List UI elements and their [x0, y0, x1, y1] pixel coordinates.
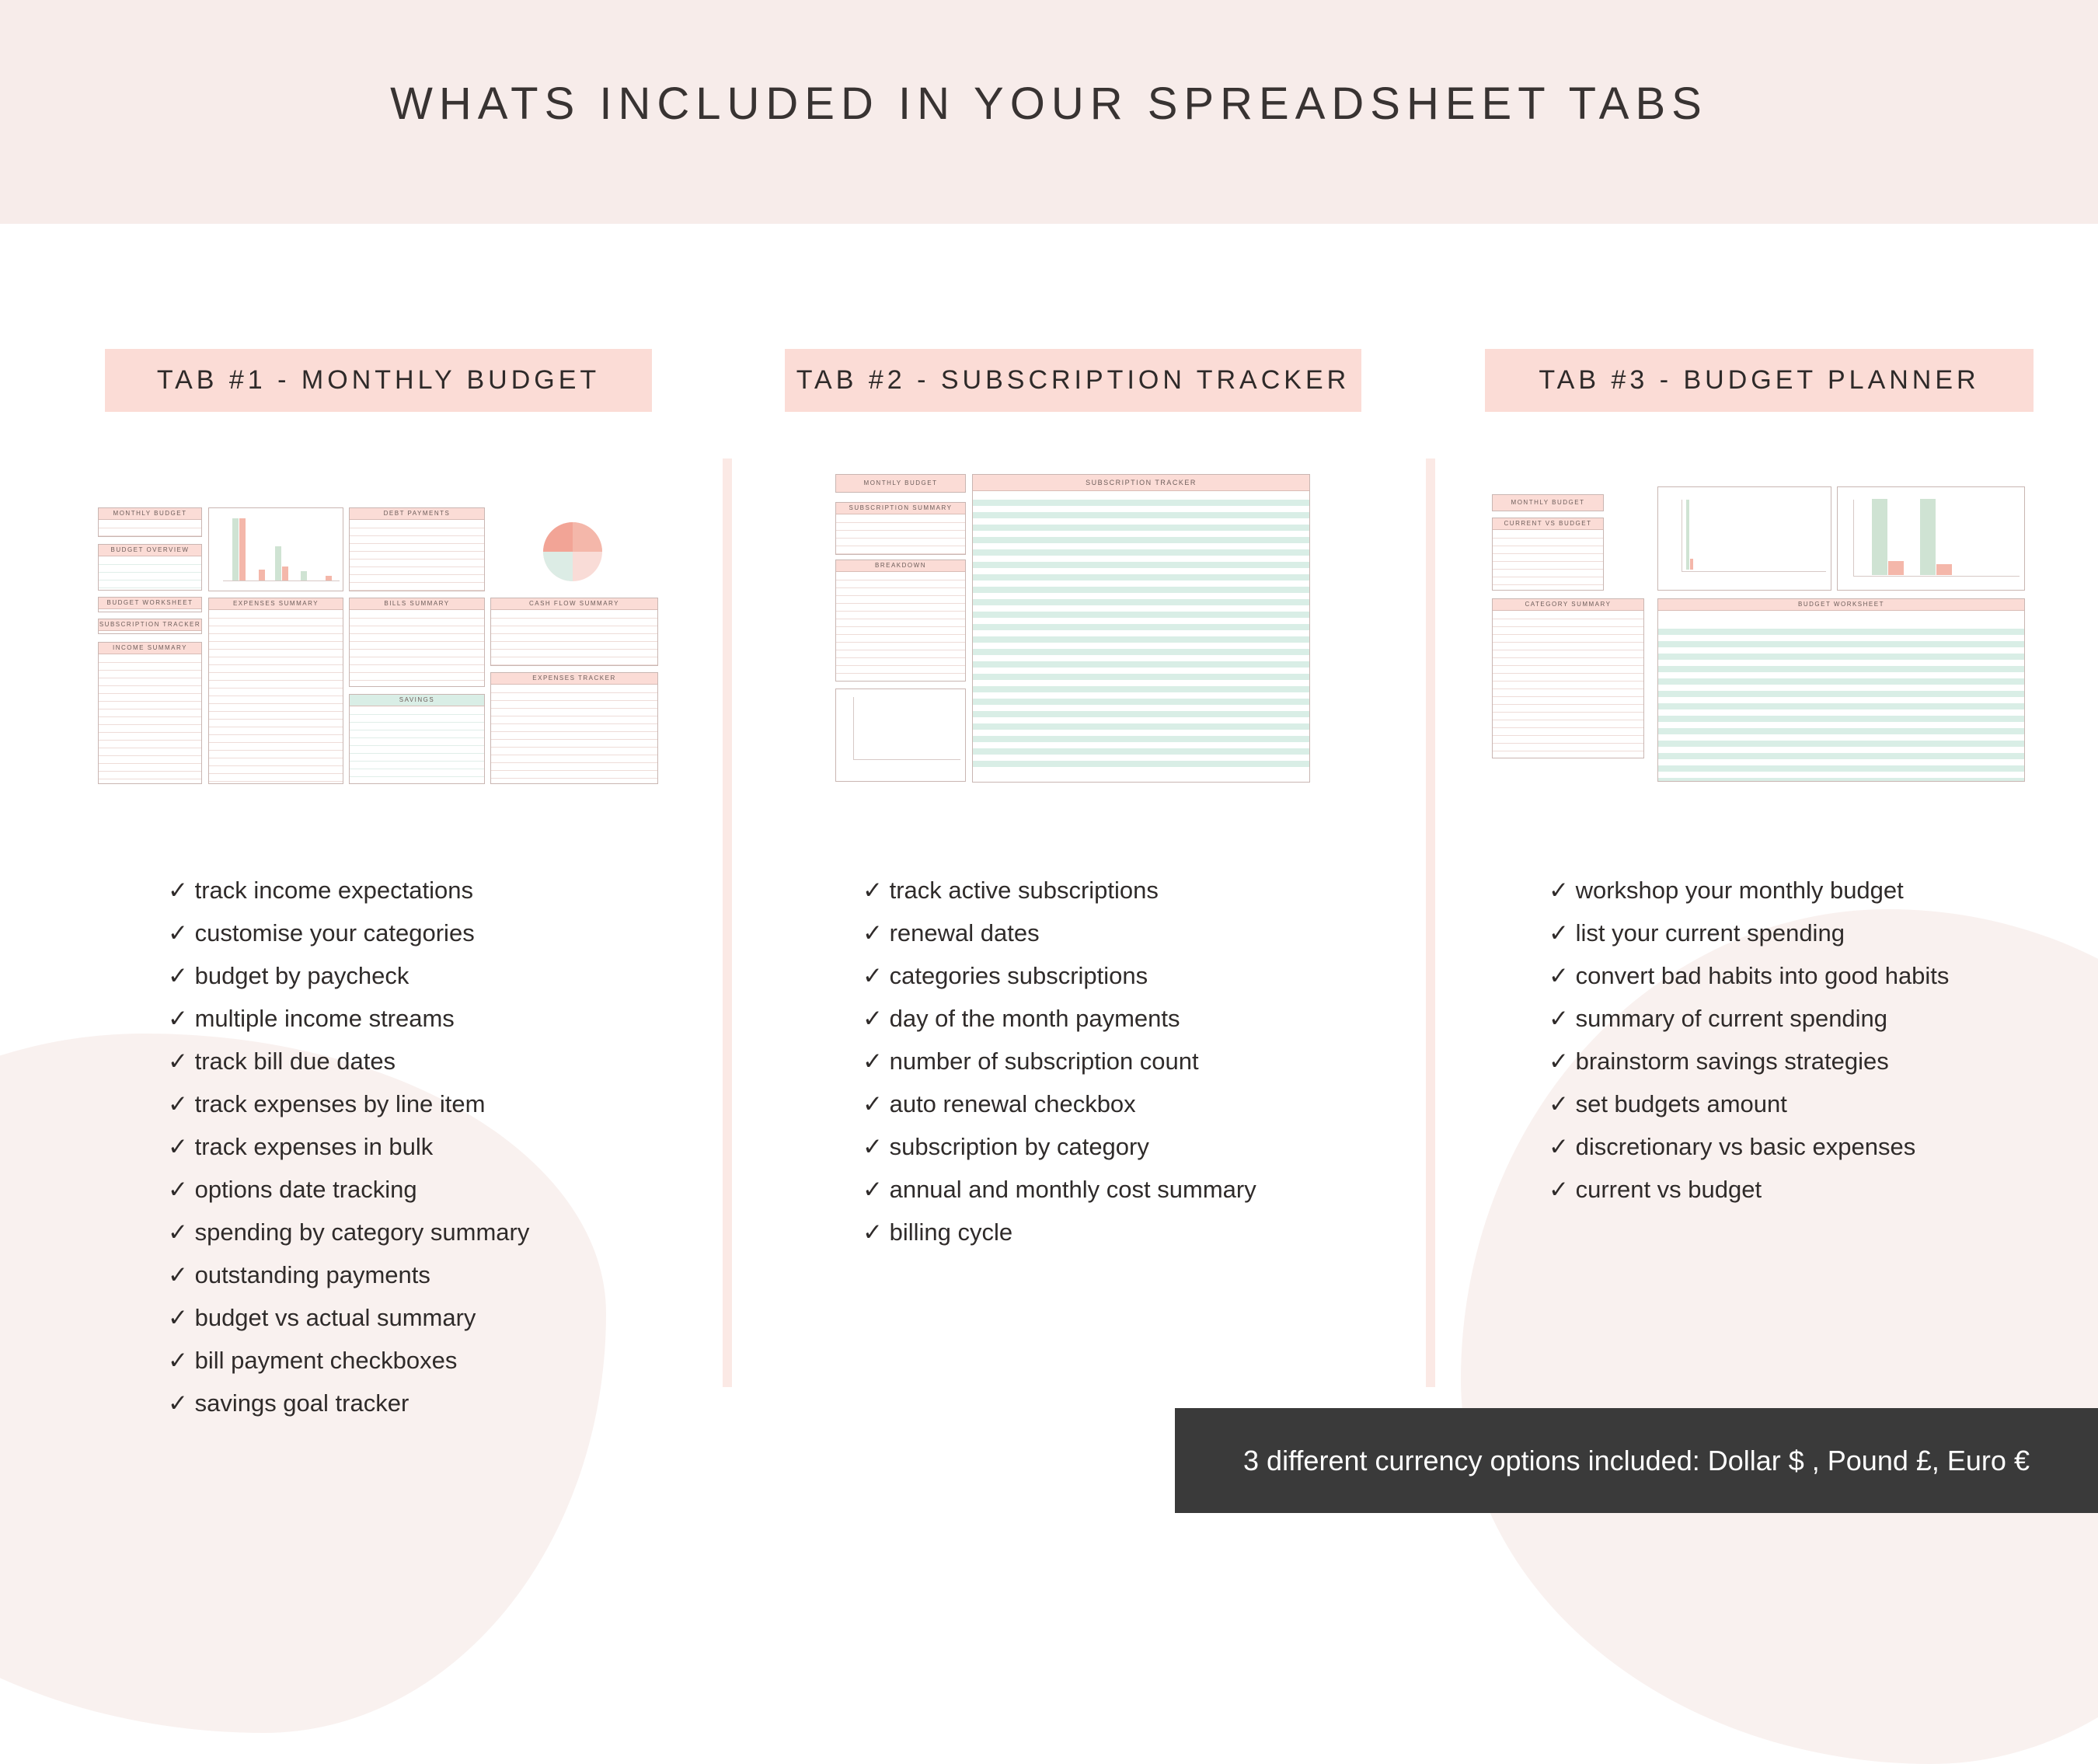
- savings-card: [349, 694, 485, 784]
- card-header: BUDGET WORKSHEET: [99, 598, 201, 609]
- feature-item: ✓ set budgets amount: [1549, 1090, 1787, 1117]
- column-divider-1: [723, 458, 732, 1387]
- feature-item: ✓ customise your categories: [168, 919, 475, 946]
- card-header: BUDGET OVERVIEW: [99, 545, 201, 556]
- card-rows: [836, 515, 965, 554]
- monthly-budget-card: [1492, 494, 1604, 511]
- tab-2-header: TAB #2 - SUBSCRIPTION TRACKER: [785, 349, 1361, 412]
- card-rows: [99, 655, 201, 783]
- feature-item: ✓ track expenses in bulk: [168, 1133, 434, 1160]
- breakdown-chart-card: [835, 689, 966, 782]
- chart-bar: [1872, 499, 1887, 575]
- tab-1-feature-list: [168, 869, 529, 1424]
- budget-overview-card: [98, 544, 202, 591]
- expenses-tracker-card: [490, 672, 658, 784]
- card-rows: [1493, 612, 1643, 758]
- card-header: MONTHLY BUDGET: [99, 508, 201, 520]
- category-summary-card: [1492, 598, 1644, 758]
- table-rows: [1658, 622, 2024, 781]
- column-divider-2: [1426, 458, 1435, 1387]
- chart-bar: [1690, 559, 1693, 570]
- feature-item: ✓ list your current spending: [1549, 919, 1845, 946]
- chart-bar: [1936, 564, 1952, 575]
- card-header: CURRENT VS BUDGET: [1493, 518, 1603, 530]
- card-header: SUBSCRIPTION TRACKER: [973, 475, 1309, 491]
- feature-item: ✓ budget vs actual summary: [168, 1304, 476, 1331]
- feature-item: ✓ options date tracking: [168, 1176, 417, 1203]
- page-title: WHATS INCLUDED IN YOUR SPREADSHEET TABS: [390, 78, 1708, 129]
- card-header: SUBSCRIPTION SUMMARY: [836, 503, 965, 514]
- budget-worksheet-card: [98, 597, 202, 612]
- table-rows: [973, 493, 1309, 771]
- subscription-tracker-card: [98, 619, 202, 634]
- feature-item: ✓ billing cycle: [863, 1218, 1013, 1246]
- feature-item: ✓ track income expectations: [168, 877, 473, 904]
- card-rows: [350, 707, 484, 783]
- card-rows: [1493, 531, 1603, 590]
- spending-line-chart-card: [1657, 486, 1831, 591]
- budget-worksheet-table: [1657, 598, 2025, 782]
- chart-bar: [232, 518, 239, 580]
- debt-payments-card: [349, 507, 485, 591]
- feature-item: ✓ track active subscriptions: [863, 877, 1159, 904]
- current-vs-budget-chart-card: [1837, 486, 2025, 591]
- card-header: BREAKDOWN: [836, 560, 965, 572]
- monthly-budget-card: [835, 474, 966, 493]
- feature-item: ✓ workshop your monthly budget: [1549, 877, 1904, 904]
- feature-item: ✓ discretionary vs basic expenses: [1549, 1133, 1916, 1160]
- card-rows: [350, 611, 484, 686]
- chart-bar: [326, 576, 332, 580]
- card-rows: [99, 521, 201, 536]
- chart-bar: [1920, 499, 1936, 575]
- feature-item: ✓ track bill due dates: [168, 1048, 396, 1075]
- chart-bar: [1686, 500, 1689, 570]
- card-header: MONTHLY BUDGET: [1493, 495, 1603, 511]
- card-header: EXPENSES SUMMARY: [209, 598, 343, 610]
- card-rows: [209, 611, 343, 783]
- card-header: DEBT PAYMENTS: [350, 508, 484, 520]
- chart-bar: [275, 546, 281, 580]
- feature-item: ✓ renewal dates: [863, 919, 1040, 946]
- card-header: EXPENSES TRACKER: [491, 673, 657, 685]
- card-rows: [350, 521, 484, 591]
- feature-item: ✓ track expenses by line item: [168, 1090, 486, 1117]
- card-header: BILLS SUMMARY: [350, 598, 484, 610]
- chart-axis: [1853, 500, 1854, 576]
- chart-axis: [1853, 576, 2020, 577]
- card-rows: [99, 557, 201, 590]
- feature-item: ✓ day of the month payments: [863, 1005, 1180, 1032]
- feature-item: ✓ convert bad habits into good habits: [1549, 962, 1950, 989]
- feature-item: ✓ annual and monthly cost summary: [863, 1176, 1256, 1203]
- pie-slice: [573, 522, 602, 552]
- chart-bar: [1888, 561, 1904, 575]
- tab-3-feature-list: [1549, 869, 1949, 1211]
- feature-item: ✓ current vs budget: [1549, 1176, 1762, 1203]
- expenses-summary-card: [208, 598, 343, 784]
- pie-slice: [543, 552, 573, 581]
- chart-axis: [223, 580, 340, 581]
- card-header: BUDGET WORKSHEET: [1658, 599, 2024, 611]
- feature-item: ✓ brainstorm savings strategies: [1549, 1048, 1889, 1075]
- chart-axis: [853, 697, 854, 759]
- breakdown-card: [835, 560, 966, 682]
- feature-item: ✓ outstanding payments: [168, 1261, 430, 1288]
- feature-item: ✓ summary of current spending: [1549, 1005, 1888, 1032]
- cash-flow-pie-card: [490, 507, 658, 591]
- tab-3-header: TAB #3 - BUDGET PLANNER: [1485, 349, 2034, 412]
- subscription-tracker-table: [972, 474, 1310, 783]
- tab-1-header: TAB #1 - MONTHLY BUDGET: [105, 349, 652, 412]
- chart-bar: [239, 518, 246, 580]
- bills-summary-card: [349, 598, 485, 687]
- chart-bar: [301, 571, 307, 580]
- feature-item: ✓ categories subscriptions: [863, 962, 1148, 989]
- chart-bar: [259, 570, 265, 580]
- card-header: INCOME SUMMARY: [99, 643, 201, 654]
- chart-axis: [1682, 571, 1826, 572]
- card-header: MONTHLY BUDGET: [836, 475, 965, 493]
- card-rows: [836, 573, 965, 681]
- card-header: CATEGORY SUMMARY: [1493, 599, 1643, 611]
- card-rows: [491, 685, 657, 783]
- chart-axis: [853, 759, 960, 760]
- chart-bar: [282, 567, 288, 580]
- cash-flow-summary-card: [490, 598, 658, 666]
- feature-item: ✓ spending by category summary: [168, 1218, 530, 1246]
- currency-options-note: 3 different currency options included: Dollar $ , Pound £, Euro €: [1175, 1408, 2098, 1513]
- pie-slice: [543, 522, 573, 552]
- card-header: SAVINGS: [350, 695, 484, 706]
- feature-item: ✓ savings goal tracker: [168, 1389, 409, 1417]
- card-rows: [491, 611, 657, 665]
- feature-item: ✓ multiple income streams: [168, 1005, 455, 1032]
- feature-item: ✓ bill payment checkboxes: [168, 1347, 458, 1374]
- monthly-budget-card: [98, 507, 202, 537]
- tab-2-feature-list: [863, 869, 1256, 1253]
- card-header: CASH FLOW SUMMARY: [491, 598, 657, 610]
- card-header: SUBSCRIPTION TRACKER: [99, 619, 201, 631]
- feature-item: ✓ number of subscription count: [863, 1048, 1199, 1075]
- income-summary-card: [98, 642, 202, 784]
- budget-chart-card: [208, 507, 343, 591]
- cash-flow-pie-chart: [491, 508, 658, 591]
- current-vs-budget-card: [1492, 518, 1604, 591]
- subscription-summary-card: [835, 502, 966, 555]
- feature-item: ✓ subscription by category: [863, 1133, 1149, 1160]
- feature-item: ✓ auto renewal checkbox: [863, 1090, 1136, 1117]
- feature-item: ✓ budget by paycheck: [168, 962, 409, 989]
